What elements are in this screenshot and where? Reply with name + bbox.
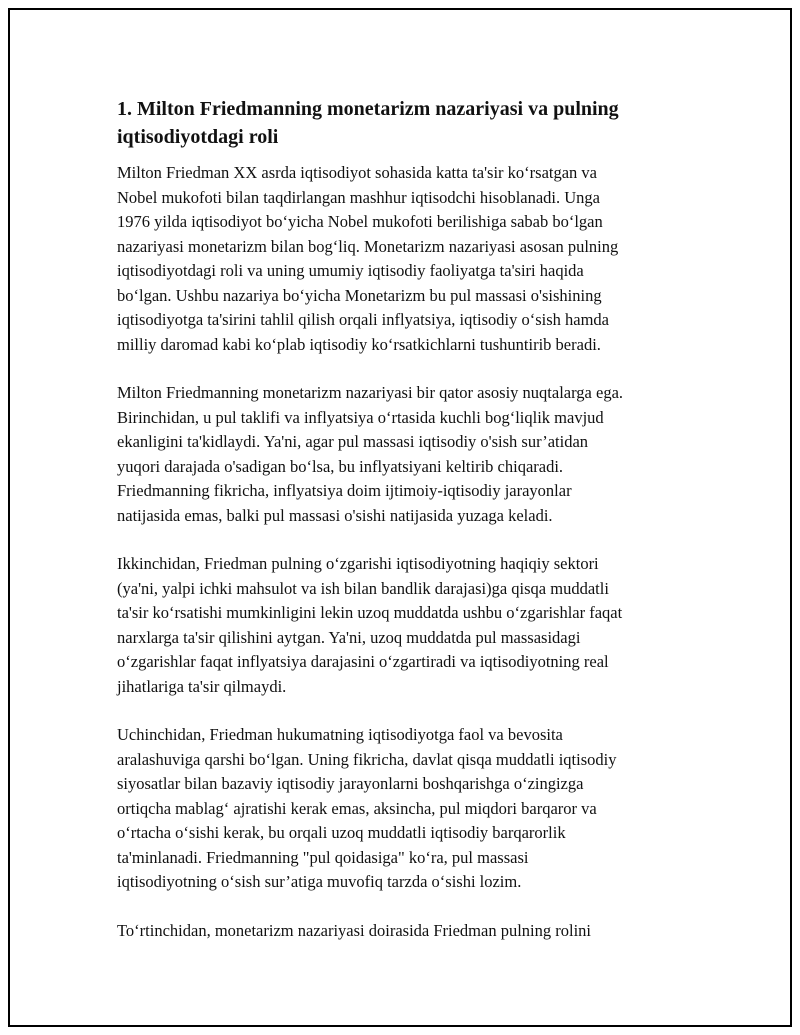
text-line: ta'minlanadi. Friedmanning "pul qoidasiga" ko‘ra, pul massasi: [117, 847, 529, 867]
paragraph-4: [117, 723, 697, 895]
text-line: Milton Friedman XX asrda iqtisodiyot sohasida katta ta'sir ko‘rsatgan va: [117, 163, 598, 182]
text-line: (ya'ni, yalpi ichki mahsulot va ish bilan bandlik darajasi)ga qisqa muddatli: [117, 578, 609, 598]
text-line: Uchinchidan, Friedman hukumatning iqtisodiyotga faol va bevosita: [117, 725, 563, 744]
text-line: ekanligini ta'kidlaydi. Ya'ni, agar pul massasi iqtisodiy o'sish sur’atidan: [117, 432, 589, 451]
text-line: Milton Friedmanning monetarizm nazariyasi bir qator asosiy nuqtalarga ega.: [117, 383, 624, 402]
paragraph-1: [117, 161, 697, 357]
text-line: To‘rtinchidan, monetarizm nazariyasi doirasida Friedman pulning rolini: [117, 920, 592, 940]
heading-line: iqtisodiyotdagi roli: [117, 126, 279, 148]
text-line: Birinchidan, u pul taklifi va inflyatsiya o‘rtasida kuchli bog‘liqlik mavjud: [117, 407, 604, 427]
section-heading: [117, 95, 697, 151]
text-line: o‘zgarishlar faqat inflyatsiya darajasini o‘zgartiradi va iqtisodiyotning real: [117, 652, 609, 671]
text-line: ta'sir ko‘rsatishi mumkinligini lekin uzoq muddatda ushbu o‘zgarishlar faqat: [117, 603, 623, 622]
text-line: iqtisodiyotning o‘sish sur’atiga muvofiq tarzda o‘sishi lozim.: [117, 872, 522, 891]
text-line: yuqori darajada o'sadigan bo‘lsa, bu inflyatsiyani keltirib chiqaradi.: [117, 456, 564, 476]
text-line: natijasida emas, balki pul massasi o'sishi natijasida yuzaga keladi.: [117, 505, 553, 525]
document-body: [117, 95, 697, 967]
text-line: o‘rtacha o‘sishi kerak, bu orqali uzoq muddatli iqtisodiy barqarorlik: [117, 823, 566, 842]
text-line: Ikkinchidan, Friedman pulning o‘zgarishi iqtisodiyotning haqiqiy sektori: [117, 554, 599, 573]
paragraph-3: [117, 552, 697, 699]
paragraph-5: [117, 919, 697, 944]
text-line: 1976 yilda iqtisodiyot bo‘yicha Nobel mukofoti berilishiga sabab bo‘lgan: [117, 212, 603, 231]
text-line: jihatlariga ta'sir qilmaydi.: [117, 676, 287, 696]
text-line: Nobel mukofoti bilan taqdirlangan mashhur iqtisodchi hisoblanadi. Unga: [117, 187, 600, 207]
text-line: nazariyasi monetarizm bilan bog‘liq. Monetarizm nazariyasi asosan pulning: [117, 236, 619, 256]
heading-line: 1. Milton Friedmanning monetarizm nazariyasi va pulning: [117, 98, 619, 120]
text-line: ortiqcha mablag‘ ajratishi kerak emas, aksincha, pul miqdori barqaror va: [117, 798, 597, 818]
text-line: iqtisodiyotga ta'sirini tahlil qilish orqali inflyatsiya, iqtisodiy o‘sish hamda: [117, 310, 609, 329]
paragraph-2: [117, 381, 697, 528]
text-line: narxlarga ta'sir qilishini aytgan. Ya'ni, uzoq muddatda pul massasidagi: [117, 627, 581, 647]
text-line: Friedmanning fikricha, inflyatsiya doim ijtimoiy-iqtisodiy jarayonlar: [117, 481, 572, 500]
text-line: aralashuviga qarshi bo‘lgan. Uning fikricha, davlat qisqa muddatli iqtisodiy: [117, 749, 617, 769]
text-line: milliy daromad kabi ko‘plab iqtisodiy ko‘rsatkichlarni tushuntirib beradi.: [117, 334, 601, 354]
text-line: siyosatlar bilan bazaviy iqtisodiy jarayonlarni boshqarishga o‘zingizga: [117, 774, 584, 793]
text-line: bo‘lgan. Ushbu nazariya bo‘yicha Monetarizm bu pul massasi o'sishining: [117, 285, 602, 305]
text-line: iqtisodiyotdagi roli va uning umumiy iqtisodiy faoliyatga ta'siri haqida: [117, 261, 584, 280]
